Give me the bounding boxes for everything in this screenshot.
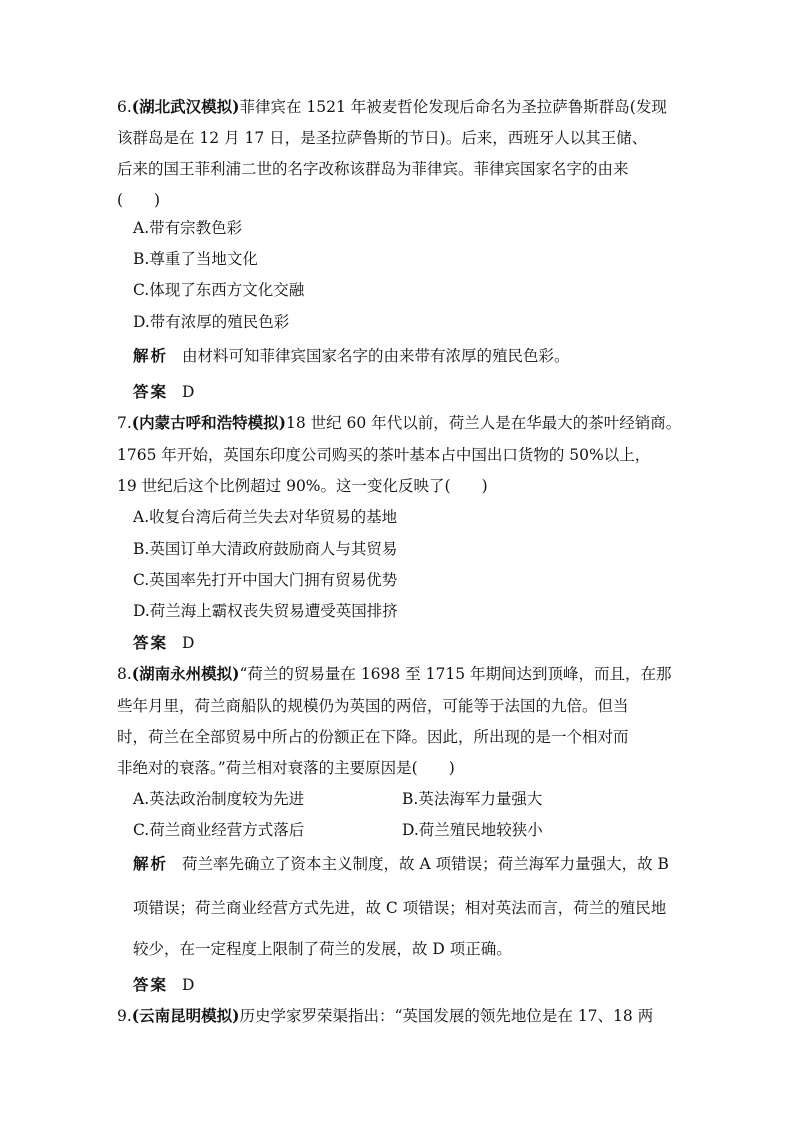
- question-8-option-d: D.荷兰殖民地较狭小: [402, 821, 543, 839]
- question-7-line-3: 19 世纪后这个比例超过 90%。这一变化反映了( ): [117, 477, 488, 495]
- answer-value: D: [182, 383, 195, 401]
- question-8-analysis-line-2: 项错误；荷兰商业经营方式先进，故 C 项错误；相对英法而言，荷兰的殖民地: [133, 899, 667, 917]
- question-9-line-1: [117, 1006, 677, 1026]
- answer-label: 答案: [133, 633, 169, 652]
- question-8-line-1: [117, 664, 677, 684]
- question-6-analysis: [133, 346, 693, 366]
- question-8-line-2: 些年月里，荷兰商船队的规模仍为英国的两倍，可能等于法国的九倍。但当: [117, 697, 629, 715]
- question-8-option-a: A.英法政治制度较为先进: [133, 790, 305, 808]
- question-9-text: 历史学家罗荣渠指出：“英国发展的领先地位是在 17、18 两: [239, 1007, 654, 1025]
- question-6-answer: [133, 382, 693, 402]
- question-6-source: (湖北武汉模拟): [131, 97, 240, 116]
- question-8-analysis: [133, 854, 693, 874]
- question-6-option-c: C.体现了东西方文化交融: [133, 281, 305, 299]
- analysis-text: 由材料可知菲律宾国家名字的由来带有浓厚的殖民色彩。: [182, 347, 570, 365]
- question-7-option-b: B.英国订单大清政府鼓励商人与其贸易: [133, 540, 398, 558]
- question-6-line-1: [117, 97, 677, 117]
- question-7-number: 7.: [117, 414, 132, 432]
- question-8-option-b: B.英法海军力量强大: [402, 790, 543, 808]
- question-8-answer: [133, 975, 693, 995]
- analysis-label: 解析: [133, 346, 169, 365]
- question-7-option-c: C.英国率先打开中国大门拥有贸易优势: [133, 571, 398, 589]
- question-9-source: (云南昆明模拟): [131, 1006, 240, 1025]
- answer-value: D: [182, 976, 195, 994]
- answer-value: D: [182, 634, 195, 652]
- answer-label: 答案: [133, 975, 169, 994]
- question-8-option-c: C.荷兰商业经营方式落后: [133, 821, 305, 839]
- question-6-option-a: A.带有宗教色彩: [133, 219, 243, 237]
- question-6-option-b: B.尊重了当地文化: [133, 250, 258, 268]
- question-7-line-1: [117, 413, 682, 433]
- question-7-option-a: A.收复台湾后荷兰失去对华贸易的基地: [133, 508, 398, 526]
- question-6-line-2: 该群岛是在 12 月 17 日，是圣拉萨鲁斯的节日)。后来，西班牙人以其王储、: [117, 129, 648, 147]
- question-8-analysis-line-3: 较少，在一定程度上限制了荷兰的发展，故 D 项正确。: [133, 940, 512, 958]
- analysis-label: 解析: [133, 854, 169, 873]
- question-9-number: 9.: [117, 1007, 132, 1025]
- question-6-option-d: D.带有浓厚的殖民色彩: [133, 313, 290, 331]
- question-6-number: 6.: [117, 98, 132, 116]
- question-6-line-3: 后来的国王菲利浦二世的名字改称该群岛为菲律宾。菲律宾国家名字的由来: [117, 160, 629, 178]
- question-8-text: “荷兰的贸易量在 1698 至 1715 年期间达到顶峰，而且，在那: [239, 665, 672, 683]
- question-7-source: (内蒙古呼和浩特模拟): [131, 413, 286, 432]
- question-7-text: 18 世纪 60 年代以前，荷兰人是在华最大的茶叶经销商。: [285, 414, 682, 432]
- question-8-number: 8.: [117, 665, 132, 683]
- question-7-answer: [133, 633, 693, 653]
- question-7-line-2: 1765 年开始，英国东印度公司购买的茶叶基本占中国出口货物的 50%以上，: [117, 446, 651, 464]
- analysis-text: 荷兰率先确立了资本主义制度，故 A 项错误；荷兰海军力量强大，故 B: [182, 855, 669, 873]
- question-8-source: (湖南永州模拟): [131, 664, 240, 683]
- question-8-line-3: 时，荷兰在全部贸易中所占的份额正在下降。因此，所出现的是一个相对而: [117, 728, 629, 746]
- answer-label: 答案: [133, 382, 169, 401]
- question-6-text: 菲律宾在 1521 年被麦哲伦发现后命名为圣拉萨鲁斯群岛(发现: [239, 98, 667, 116]
- question-8-line-4: 非绝对的衰落。”荷兰相对衰落的主要原因是( ): [117, 759, 455, 777]
- question-7-option-d: D.荷兰海上霸权丧失贸易遭受英国排挤: [133, 602, 398, 620]
- question-6-line-4: ( ): [117, 191, 161, 209]
